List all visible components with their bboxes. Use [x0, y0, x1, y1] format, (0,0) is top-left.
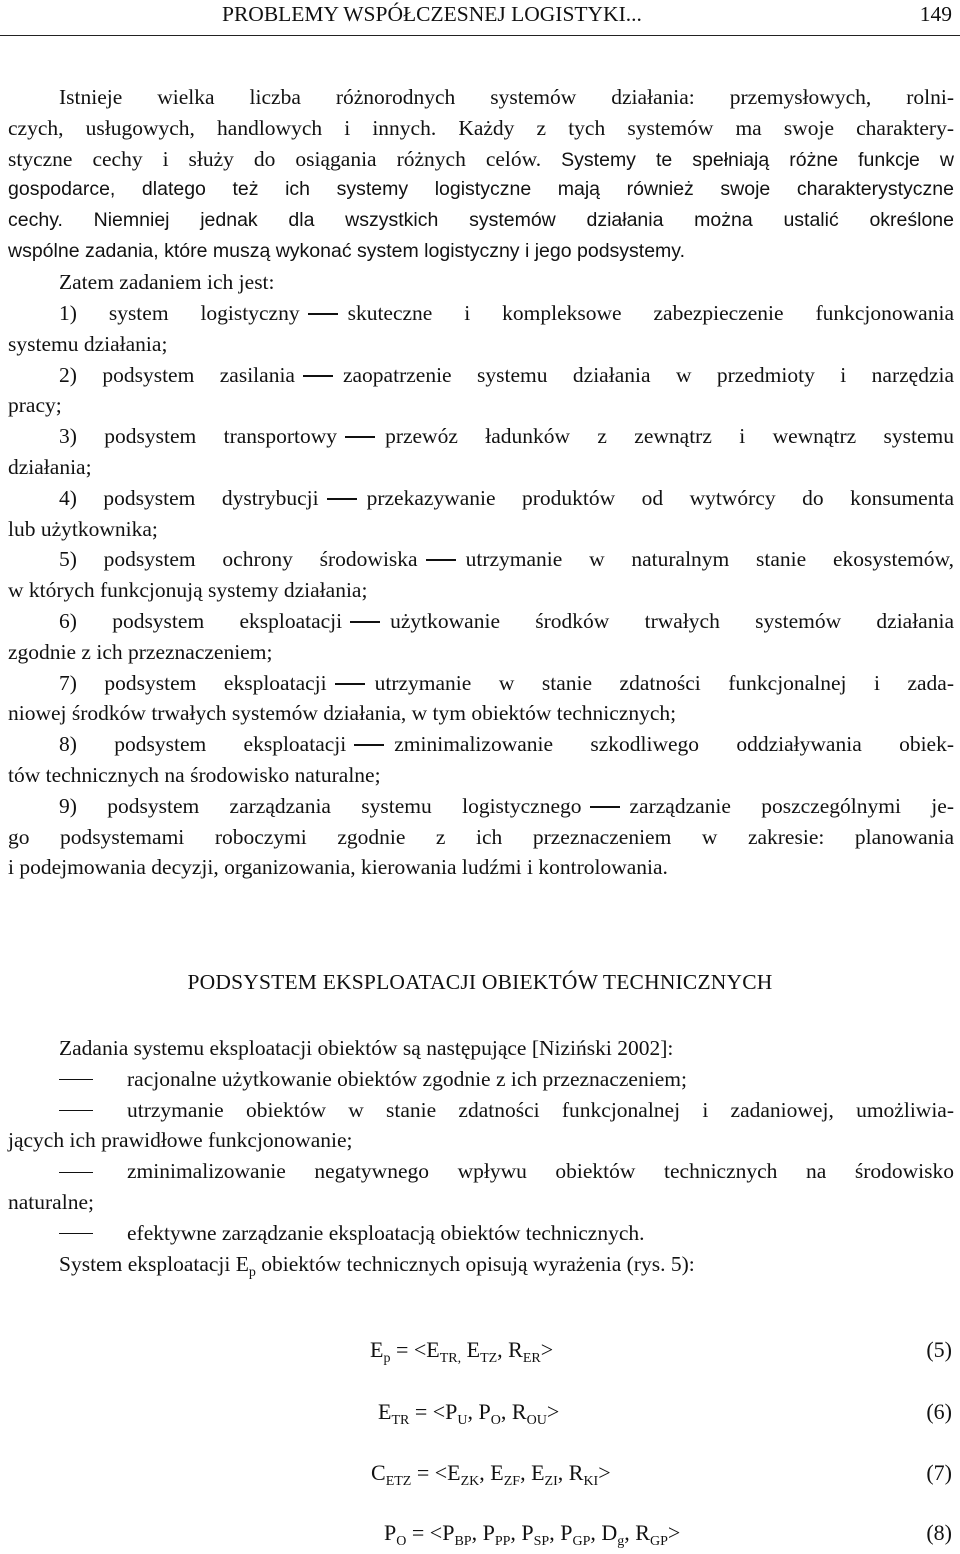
dash-bullet-icon	[59, 1233, 93, 1234]
task-item-2: 2) podsystem zasilania zaopatrzenie systemu działania w przedmioty i narzędzia	[59, 362, 954, 387]
task-item-9-cont: go podsystemami roboczymi zgodnie z ich przeznaczeniem w zakresie: planowania	[8, 824, 954, 849]
task-item-2-cont: pracy;	[8, 393, 62, 418]
dash-bullet-icon	[59, 1079, 93, 1080]
task-item-1-cont: systemu działania;	[8, 331, 168, 356]
equation-8	[0, 1520, 960, 1554]
equation-5	[0, 1337, 960, 1371]
bullet-item-1: racjonalne użytkowanie obiektów zgodnie z ich przeznaczeniem;	[8, 1064, 954, 1095]
dash-bullet-icon	[59, 1172, 93, 1173]
task-item-9: 9) podsystem zarządzania systemu logistycznego zarządzanie poszczególnymi je-	[59, 793, 954, 818]
task-item-3-cont: działania;	[8, 454, 92, 479]
running-header-title: PROBLEMY WSPÓŁCZESNEJ LOGISTYKI...	[222, 2, 642, 26]
text-line: czych, usługowych, handlowych i innych. Każdy z tych systemów ma swoje charaktery-	[8, 115, 954, 140]
section-lead: Zadania systemu eksploatacji obiektów są następujące [Niziński 2002]:	[59, 1036, 674, 1060]
section-body	[8, 1033, 954, 1279]
bullet-item-4: efektywne zarządzanie eksploatacją obiektów technicznych.	[8, 1218, 954, 1249]
task-item-6: 6) podsystem eksploatacji użytkowanie środków trwałych systemów działania	[59, 608, 954, 633]
task-item-5-cont: w których funkcjonują systemy działania;	[8, 578, 368, 603]
task-item-9-cont2: i podejmowania decyzji, organizowania, kierowania ludźmi i kontrolowania.	[8, 855, 668, 880]
equation-number: (7)	[926, 1460, 952, 1485]
page-number: 149	[919, 2, 952, 26]
task-item-4: 4) podsystem dystrybucji przekazywanie produktów od wytwórcy do konsumenta	[59, 485, 954, 510]
equation-expression: $E_p = <E_{TR,}$ $E_{TZ}$, $R_{ER}>$	[370, 1337, 554, 1366]
bullet-item-2-cont: jących ich prawidłowe funkcjonowanie;	[8, 1128, 353, 1153]
header-rule	[0, 35, 960, 36]
intro-paragraph	[8, 82, 954, 298]
section-heading: PODSYSTEM EKSPLOATACJI OBIEKTÓW TECHNICZNYCH	[187, 970, 773, 994]
equation-number: (5)	[926, 1337, 952, 1362]
task-item-5: 5) podsystem ochrony środowiska utrzymanie w naturalnym stanie ekosystemów,	[59, 547, 954, 572]
task-item-4-cont: lub użytkownika;	[8, 516, 158, 541]
text-line: cechy. Niemniej jednak dla wszystkich systemów działania można ustalić określone	[8, 209, 954, 232]
task-item-6-cont: zgodnie z ich przeznaczeniem;	[8, 639, 273, 664]
bullet-item-3-cont: naturalne;	[8, 1189, 94, 1214]
equation-number: (8)	[926, 1520, 952, 1545]
task-item-3: 3) podsystem transportowy przewóz ładunków z zewnątrz i wewnątrz systemu	[59, 424, 954, 449]
task-item-1: 1) system logistyczny skuteczne i kompleksowe zabezpieczenie funkcjonowania	[59, 301, 954, 325]
equation-expression: $E_{TR} = <P_U$, $P_O$, $R_{OU}>$	[378, 1399, 560, 1428]
text-line: gospodarce, dlatego też ich systemy logistyczne mają również swoje charakterystyczne	[8, 178, 954, 201]
task-item-8-cont: tów technicznych na środowisko naturalne;	[8, 762, 381, 787]
equation-6	[0, 1399, 960, 1433]
equation-number: (6)	[926, 1399, 952, 1424]
task-item-7-cont: niowej środków trwałych systemów działania, w tym obiektów technicznych;	[8, 701, 677, 726]
text-line: Zatem zadaniem ich jest:	[59, 269, 275, 294]
equation-expression: $C_{ETZ} = <E_{ZK}$, $E_{ZF}$, $E_{ZI}$, $R_{KI}>$	[371, 1460, 611, 1489]
equation-expression: $P_O = <P_{BP}$, $P_{PP}$, $P_{SP}$, $P_{GP}$, $D_g$, $R_{GP}>$	[384, 1520, 681, 1549]
subsystem-task-list	[8, 298, 954, 883]
dash-bullet-icon	[59, 1110, 93, 1111]
text-line: wspólne zadania, które muszą wykonać system logistyczny i jego podsystemy.	[8, 239, 686, 262]
task-item-7: 7) podsystem eksploatacji utrzymanie w stanie zdatności funkcjonalnej i zada-	[59, 670, 954, 695]
text-line: Istnieje wielka liczba różnorodnych systemów działania: przemysłowych, rolni-	[59, 85, 954, 109]
section-closing: System eksploatacji $E_p$ obiektów technicznych opisują wyrażenia (rys. 5):	[59, 1251, 695, 1280]
text-line: styczne cechy i służy do osiągania różnych celów. Systemy te spełniają różne funkcje w	[8, 146, 954, 171]
bullet-item-2: utrzymanie obiektów w stanie zdatności funkcjonalnej i zadaniowej, umożliwia-	[8, 1095, 954, 1126]
task-item-8: 8) podsystem eksploatacji zminimalizowanie szkodliwego oddziaływania obiek-	[59, 732, 954, 757]
equation-7	[0, 1460, 960, 1494]
bullet-item-3: zminimalizowanie negatywnego wpływu obiektów technicznych na środowisko	[8, 1156, 954, 1187]
